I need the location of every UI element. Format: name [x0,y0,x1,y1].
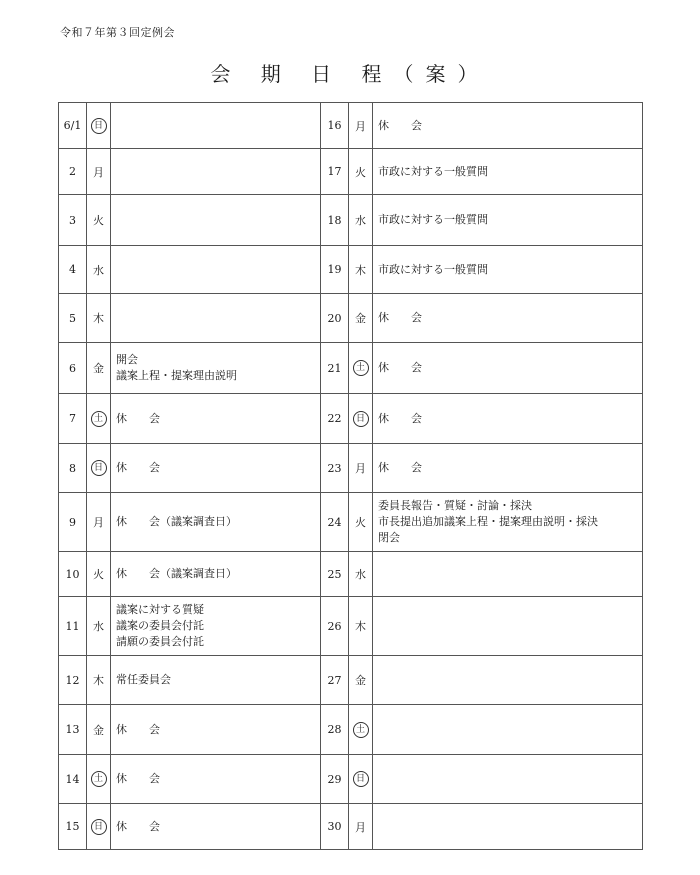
weekday: 金 [93,362,104,375]
agenda-item: 常任委員会 [116,673,171,686]
weekday-cell [87,444,111,493]
date-cell: 24 [321,493,349,552]
session-schedule-table [58,102,643,850]
date-cell: 6/1 [59,103,87,149]
weekday-cell [349,103,373,149]
agenda-item: 閉会 [378,531,400,544]
date-cell: 19 [321,246,349,294]
agenda-item: 休 会 [116,722,160,736]
weekday: 木 [355,620,366,633]
agenda-cell [373,656,643,705]
date-cell: 15 [59,804,87,850]
agenda-item: 休 会 [378,311,422,324]
agenda-cell [373,552,643,597]
weekday-cell [87,343,111,394]
holiday-weekday: 土 [353,722,369,738]
agenda-cell [111,755,321,804]
agenda-cell [111,246,321,294]
agenda-cell [111,493,321,552]
agenda-item: 休 会 [378,411,422,425]
weekday-cell [349,394,373,444]
agenda-item: 開会 [116,353,138,366]
agenda-item: 委員長報告・質疑・討論・採決 [378,499,532,512]
weekday-cell [87,804,111,850]
agenda-cell [373,394,643,444]
weekday-cell [349,493,373,552]
agenda-cell [373,103,643,149]
date-cell: 3 [59,195,87,246]
date-cell: 7 [59,394,87,444]
weekday: 月 [93,165,104,179]
weekday-cell [349,149,373,195]
schedule-row [59,195,643,246]
schedule-row [59,597,643,656]
agenda-item: 休 会 [116,411,160,425]
schedule-row [59,343,643,394]
agenda-cell [111,597,321,656]
date-cell: 8 [59,444,87,493]
date-cell: 6 [59,343,87,394]
weekday: 月 [355,119,366,133]
agenda-cell [111,149,321,195]
schedule-row [59,755,643,804]
holiday-weekday: 土 [353,360,369,376]
weekday-cell [349,246,373,294]
agenda-cell [111,656,321,705]
weekday: 火 [93,568,104,581]
date-cell: 23 [321,444,349,493]
weekday-cell [349,552,373,597]
agenda-cell [111,294,321,343]
date-cell: 5 [59,294,87,343]
agenda-cell [373,195,643,246]
weekday: 水 [93,620,104,633]
weekday-cell [87,294,111,343]
date-cell: 18 [321,195,349,246]
agenda-cell [373,444,643,493]
date-cell: 26 [321,597,349,656]
agenda-cell [111,103,321,149]
weekday: 金 [355,312,366,325]
weekday-cell [349,705,373,755]
weekday-cell [87,597,111,656]
weekday: 木 [355,263,366,277]
agenda-cell [111,394,321,444]
date-cell: 10 [59,552,87,597]
date-cell: 30 [321,804,349,850]
schedule-row [59,444,643,493]
session-label: 令和７年第３回定例会 [60,26,175,39]
agenda-cell [111,552,321,597]
weekday-cell [87,394,111,444]
agenda-item: 市政に対する一般質問 [378,262,488,276]
agenda-item: 休 会（議案調査日） [116,567,237,580]
date-cell: 11 [59,597,87,656]
date-cell: 2 [59,149,87,195]
agenda-cell [373,705,643,755]
agenda-item: 休 会 [378,361,422,374]
weekday: 木 [93,312,104,325]
document-title: 会 期 日 程（案） [210,62,490,86]
holiday-weekday: 土 [91,771,107,787]
agenda-cell [373,343,643,394]
date-cell: 4 [59,246,87,294]
agenda-item: 市政に対する一般質問 [378,164,488,178]
agenda-item: 休 会 [116,461,160,474]
weekday: 金 [93,723,104,737]
schedule-row [59,705,643,755]
weekday: 火 [355,516,366,529]
date-cell: 13 [59,705,87,755]
date-cell: 29 [321,755,349,804]
schedule-row [59,552,643,597]
schedule-row [59,394,643,444]
holiday-weekday: 日 [91,460,107,476]
weekday-cell [87,149,111,195]
weekday-cell [87,103,111,149]
date-cell: 27 [321,656,349,705]
agenda-cell [111,444,321,493]
date-cell: 25 [321,552,349,597]
agenda-item: 休 会 [116,772,160,785]
schedule-row [59,246,643,294]
date-cell: 17 [321,149,349,195]
agenda-item: 市政に対する一般質問 [378,213,488,226]
agenda-cell [111,705,321,755]
weekday-cell [87,195,111,246]
holiday-weekday: 日 [91,118,107,134]
weekday: 火 [93,214,104,227]
holiday-weekday: 日 [91,819,107,835]
date-cell: 28 [321,705,349,755]
weekday-cell [87,755,111,804]
schedule-row [59,149,643,195]
schedule-row [59,103,643,149]
weekday: 月 [355,462,366,475]
date-cell: 16 [321,103,349,149]
weekday: 水 [355,568,366,581]
weekday-cell [349,444,373,493]
date-cell: 14 [59,755,87,804]
agenda-item: 議案に対する質疑 [116,603,204,616]
weekday-cell [349,294,373,343]
agenda-cell [111,804,321,850]
date-cell: 21 [321,343,349,394]
schedule-body [59,103,643,850]
weekday-cell [349,597,373,656]
schedule-row [59,493,643,552]
holiday-weekday: 日 [353,771,369,787]
agenda-item: 休 会（議案調査日） [116,515,237,528]
weekday: 水 [355,214,366,227]
date-cell: 9 [59,493,87,552]
weekday-cell [349,804,373,850]
agenda-cell [373,804,643,850]
agenda-item: 議案の委員会付託 [116,619,204,632]
weekday: 水 [93,263,104,277]
weekday: 火 [355,165,366,179]
weekday-cell [87,246,111,294]
weekday: 月 [355,820,366,834]
agenda-cell [373,597,643,656]
schedule-row [59,294,643,343]
agenda-cell [373,149,643,195]
agenda-item: 休 会 [378,118,422,132]
weekday-cell [87,552,111,597]
agenda-cell [111,195,321,246]
holiday-weekday: 日 [353,411,369,427]
date-cell: 20 [321,294,349,343]
weekday-cell [349,195,373,246]
schedule-row [59,656,643,705]
date-cell: 22 [321,394,349,444]
weekday-cell [87,656,111,705]
weekday: 木 [93,674,104,687]
agenda-cell [373,294,643,343]
weekday: 月 [93,516,104,529]
agenda-item: 議案上程・提案理由説明 [116,369,237,382]
agenda-cell [111,343,321,394]
agenda-item: 市長提出追加議案上程・提案理由説明・採決 [378,515,598,528]
weekday: 金 [355,674,366,687]
agenda-item: 休 会 [378,461,422,474]
holiday-weekday: 土 [91,411,107,427]
weekday-cell [349,656,373,705]
date-cell: 12 [59,656,87,705]
weekday-cell [87,705,111,755]
agenda-cell [373,493,643,552]
weekday-cell [87,493,111,552]
agenda-cell [373,755,643,804]
schedule-row [59,804,643,850]
agenda-item: 請願の委員会付託 [116,635,204,648]
agenda-item: 休 会 [116,819,160,833]
weekday-cell [349,755,373,804]
weekday-cell [349,343,373,394]
agenda-cell [373,246,643,294]
